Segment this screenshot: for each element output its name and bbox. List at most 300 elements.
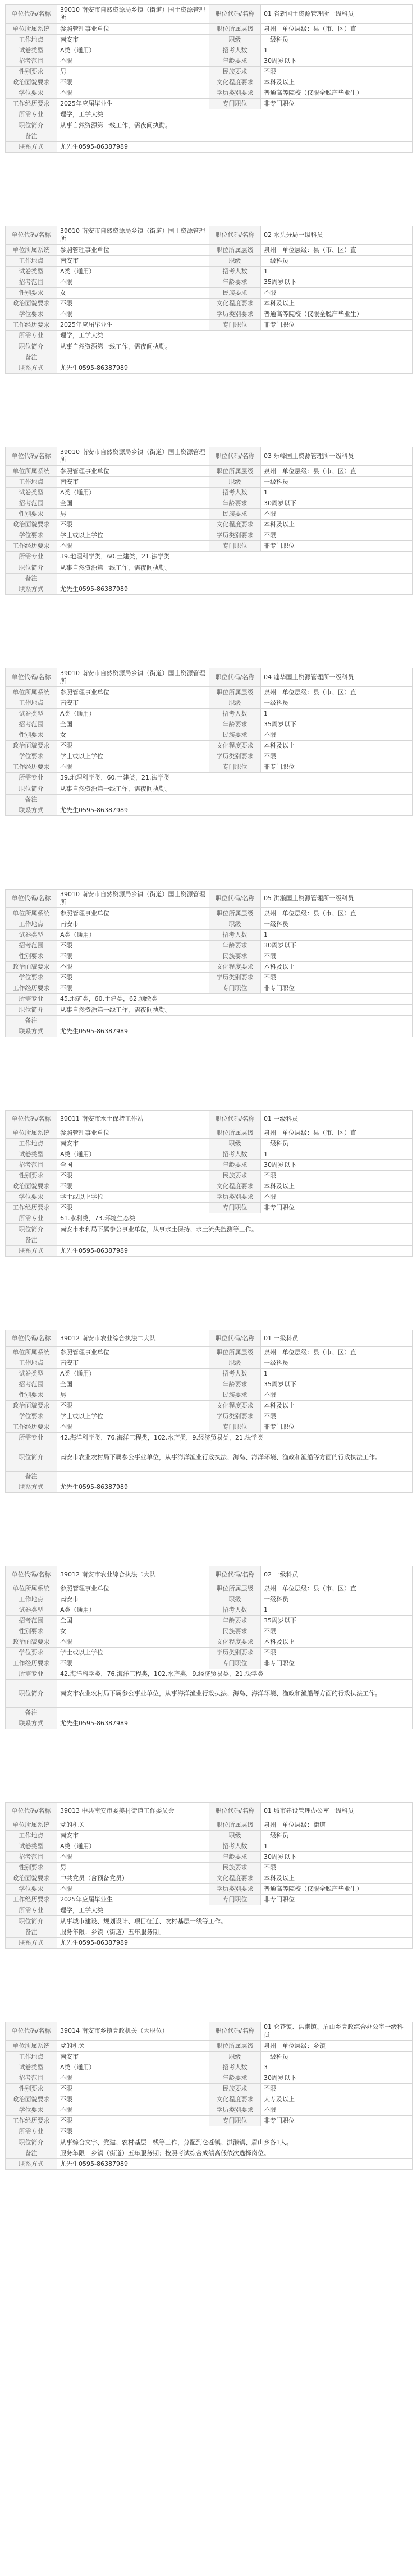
- field-value-hire-scope: 全国: [57, 498, 209, 509]
- table-row: [6, 668, 413, 687]
- field-label: 招考人数: [209, 930, 261, 941]
- table-row: [6, 1583, 413, 1594]
- field-label: 试卷类型: [6, 709, 57, 719]
- field-label: 招考人数: [209, 1605, 261, 1616]
- job-table: [5, 1110, 413, 1257]
- table-row: [6, 1863, 413, 1873]
- table-row: [6, 56, 413, 67]
- field-value-age-req: 30周岁以下: [261, 2073, 413, 2084]
- table-gap: [5, 1257, 412, 1330]
- field-value-work-place: 南安市: [57, 919, 209, 930]
- field-label: 联系方式: [6, 1938, 57, 1949]
- field-label: 性别要求: [6, 1863, 57, 1873]
- table-row: [6, 1181, 413, 1192]
- field-value-hire-scope: 全国: [57, 719, 209, 730]
- field-value-nation-req: 不限: [261, 951, 413, 962]
- field-value-hire-scope: 全国: [57, 1160, 209, 1171]
- table-row: [6, 1224, 413, 1235]
- field-value-major: 39.地理科学类，60.土建类，21.法学类: [57, 552, 413, 562]
- field-value-work-place: 南安市: [57, 256, 209, 267]
- field-value-unit: 39010 南安市自然资源局乡镇（街道）国土资源管理所: [57, 890, 209, 908]
- field-value-political-req: 不限: [57, 962, 209, 973]
- table-row: [6, 1708, 413, 1718]
- field-value-gender-req: 女: [57, 288, 209, 299]
- field-value-hire-scope: 不限: [57, 1852, 209, 1863]
- table-row: [6, 1111, 413, 1127]
- table-row: [6, 1213, 413, 1224]
- field-value-hire-scope: 不限: [57, 277, 209, 288]
- field-value-post-grade: 一级科员: [261, 477, 413, 488]
- field-value-post-grade: 一级科员: [261, 1831, 413, 1841]
- field-value-unit-nature: 党的机关: [57, 1819, 209, 1831]
- field-value-post: 03 乐峰国土资源管理所一级科员: [261, 447, 413, 466]
- field-value-work-exp: 不限: [57, 983, 209, 994]
- field-label: 学历类别要求: [209, 751, 261, 762]
- field-label: 试卷类型: [6, 267, 57, 277]
- field-value-exam-type: A类（通用）: [57, 488, 209, 498]
- field-label: 招考范围: [6, 498, 57, 509]
- field-label: 专门职位: [209, 541, 261, 552]
- field-value-remark: [57, 1472, 413, 1482]
- field-label: 年龄要求: [209, 277, 261, 288]
- field-value-work-place: 南安市: [57, 1594, 209, 1605]
- field-label: 职位简介: [6, 783, 57, 795]
- job-table: [5, 2022, 413, 2170]
- field-label: 年龄要求: [209, 1160, 261, 1171]
- field-label: 职位简介: [6, 120, 57, 131]
- table-row: [6, 795, 413, 805]
- field-label: 学历类别要求: [209, 1884, 261, 1895]
- field-value-contact: 尤先生0595-86387989: [57, 584, 413, 595]
- field-label: 民族要求: [209, 1863, 261, 1873]
- field-label: 职位所属层级: [209, 1583, 261, 1594]
- job-table: [5, 1802, 413, 1949]
- field-label: 职级: [209, 35, 261, 45]
- field-value-contact: 尤先生0595-86387989: [57, 1718, 413, 1729]
- field-value-major: 42.海洋科学类，76.海洋工程类，102.水产类，9.经济贸易类，21.法学类: [57, 1433, 413, 1443]
- field-value-post-desc: 南安市水利局下属参公事业单位，从事水土保持、水土流失监测等工作。: [57, 1224, 413, 1235]
- table-row: [6, 584, 413, 595]
- field-label: 备注: [6, 1235, 57, 1246]
- field-value-hire-count: 1: [261, 45, 413, 56]
- field-label: 性别要求: [6, 1171, 57, 1181]
- field-label: 职级: [209, 698, 261, 709]
- field-value-post-type: 非专门职位: [261, 1895, 413, 1905]
- table-row: [6, 1803, 413, 1819]
- field-value-work-exp: 不限: [57, 1422, 209, 1433]
- field-value-work-place: 南安市: [57, 1358, 209, 1369]
- field-value-age-req: 30周岁以下: [261, 56, 413, 67]
- field-value-gender-req: 男: [57, 67, 209, 77]
- field-label: 文化程度要求: [209, 741, 261, 751]
- field-label: 年龄要求: [209, 56, 261, 67]
- field-label: 职位简介: [6, 1224, 57, 1235]
- field-label: 职级: [209, 1594, 261, 1605]
- field-label: 专门职位: [209, 2116, 261, 2126]
- field-label: 文化程度要求: [209, 520, 261, 530]
- field-label: 专门职位: [209, 1422, 261, 1433]
- field-value-hire-scope: 全国: [57, 1616, 209, 1626]
- field-label: 职位所属层级: [209, 908, 261, 919]
- field-value-post-level: 泉州 单位层级：县（市、区）直: [261, 687, 413, 698]
- field-label: 专门职位: [209, 983, 261, 994]
- table-row: [6, 1594, 413, 1605]
- table-row: [6, 288, 413, 299]
- field-value-exam-type: A类（通用）: [57, 1149, 209, 1160]
- field-value-degree-req: 不限: [57, 309, 209, 320]
- field-label: 职位所属层级: [209, 687, 261, 698]
- field-label: 单位所属系统: [6, 1347, 57, 1358]
- field-value-post-grade: 一级科员: [261, 1139, 413, 1149]
- field-value-hire-scope: 不限: [57, 941, 209, 951]
- field-value-degree-req: 不限: [57, 2105, 209, 2116]
- table-row: [6, 331, 413, 341]
- field-label: 试卷类型: [6, 1605, 57, 1616]
- field-value-nation-req: 不限: [261, 1390, 413, 1401]
- field-label: 备注: [6, 1016, 57, 1026]
- field-value-post-desc: 从事自然资源第一线工作，需夜间执勤。: [57, 120, 413, 131]
- field-value-major: 39.地理科学类，60.土建类，21.法学类: [57, 773, 413, 783]
- field-label: 备注: [6, 131, 57, 142]
- table-gap: [5, 816, 412, 889]
- table-row: [6, 552, 413, 562]
- table-row: [6, 1443, 413, 1472]
- field-label: 职位简介: [6, 2137, 57, 2148]
- field-value-post-level: 泉州 单位层级：县（市、区）直: [261, 1347, 413, 1358]
- field-value-post-type: 非专门职位: [261, 983, 413, 994]
- table-row: [6, 1422, 413, 1433]
- field-value-post: 01 仑苍镇、洪濑镇、眉山乡党政综合办公室一级科员: [261, 2022, 413, 2041]
- table-row: [6, 783, 413, 795]
- field-label: 单位代码/名称: [6, 5, 57, 24]
- table-gap: [5, 1037, 412, 1110]
- table-row: [6, 1916, 413, 1927]
- table-row: [6, 1648, 413, 1658]
- field-label: 性别要求: [6, 67, 57, 77]
- field-label: 学位要求: [6, 973, 57, 983]
- field-label: 职位代码/名称: [209, 890, 261, 908]
- field-value-political-req: 中共党员（含预备党员）: [57, 1873, 209, 1884]
- table-row: [6, 267, 413, 277]
- field-value-work-exp: 不限: [57, 1203, 209, 1213]
- job-table: [5, 226, 413, 374]
- field-value-gender-req: 不限: [57, 951, 209, 962]
- field-value-hire-count: 3: [261, 2062, 413, 2073]
- field-value-unit-nature: 参照管理事业单位: [57, 466, 209, 477]
- field-value-hire-count: 1: [261, 1605, 413, 1616]
- field-label: 备注: [6, 1927, 57, 1938]
- field-label: 年龄要求: [209, 941, 261, 951]
- field-value-unit-nature: 参照管理事业单位: [57, 1583, 209, 1594]
- table-row: [6, 1358, 413, 1369]
- field-value-post-desc: 从事自然资源第一线工作，需夜间执勤。: [57, 562, 413, 574]
- field-label: 单位代码/名称: [6, 226, 57, 245]
- table-row: [6, 498, 413, 509]
- field-value-age-req: 35周岁以下: [261, 719, 413, 730]
- field-label: 备注: [6, 1708, 57, 1718]
- table-row: [6, 930, 413, 941]
- field-value-political-req: 不限: [57, 2094, 209, 2105]
- table-row: [6, 1139, 413, 1149]
- field-value-remark: [57, 131, 413, 142]
- field-label: 专门职位: [209, 1658, 261, 1669]
- field-label: 单位代码/名称: [6, 668, 57, 687]
- field-label: 职位简介: [6, 1005, 57, 1016]
- field-value-political-req: 不限: [57, 1637, 209, 1648]
- field-value-post: 02 水头分局一级科员: [261, 226, 413, 245]
- field-value-gender-req: 不限: [57, 2084, 209, 2094]
- table-row: [6, 1005, 413, 1016]
- field-label: 联系方式: [6, 584, 57, 595]
- field-label: 工作地点: [6, 1139, 57, 1149]
- table-row: [6, 574, 413, 584]
- field-label: 备注: [6, 2148, 57, 2159]
- table-row: [6, 1616, 413, 1626]
- table-row: [6, 719, 413, 730]
- field-value-edu-req: 本科及以上: [261, 1401, 413, 1411]
- field-label: 招考范围: [6, 56, 57, 67]
- field-value-post-desc: 从事综合文字、党建、农村基层一线等工作，分配到仑苍镇、洪濑镇、眉山乡各1人。: [57, 2137, 413, 2148]
- table-row: [6, 2116, 413, 2126]
- field-label: 学历类别要求: [209, 88, 261, 99]
- table-row: [6, 1680, 413, 1708]
- table-row: [6, 1433, 413, 1443]
- table-gap: [5, 153, 412, 226]
- field-value-edu-req: 本科及以上: [261, 299, 413, 309]
- field-label: 所需专业: [6, 994, 57, 1005]
- field-value-political-req: 不限: [57, 299, 209, 309]
- field-label: 所需专业: [6, 109, 57, 120]
- table-row: [6, 1873, 413, 1884]
- field-label: 职级: [209, 256, 261, 267]
- field-label: 学位要求: [6, 2105, 57, 2116]
- field-label: 学历类别要求: [209, 1411, 261, 1422]
- field-label: 工作经历要求: [6, 99, 57, 109]
- table-row: [6, 1658, 413, 1669]
- field-label: 政治面貌要求: [6, 1873, 57, 1884]
- field-value-edu-type: 普通高等院校（仅限全脱产毕业生）: [261, 1884, 413, 1895]
- table-row: [6, 951, 413, 962]
- field-label: 招考范围: [6, 1379, 57, 1390]
- field-value-age-req: 35周岁以下: [261, 277, 413, 288]
- field-value-post: 01 城市建设管理办公室一级科员: [261, 1803, 413, 1819]
- field-value-hire-scope: 不限: [57, 2073, 209, 2084]
- field-value-degree-req: 不限: [57, 88, 209, 99]
- table-row: [6, 941, 413, 951]
- table-row: [6, 226, 413, 245]
- field-label: 工作地点: [6, 256, 57, 267]
- field-value-remark: [57, 1016, 413, 1026]
- field-label: 专门职位: [209, 320, 261, 331]
- field-label: 单位代码/名称: [6, 1111, 57, 1127]
- table-row: [6, 2041, 413, 2052]
- field-label: 年龄要求: [209, 1852, 261, 1863]
- field-label: 职级: [209, 1831, 261, 1841]
- field-label: 年龄要求: [209, 1616, 261, 1626]
- field-value-age-req: 35周岁以下: [261, 1616, 413, 1626]
- field-label: 职位代码/名称: [209, 447, 261, 466]
- field-value-exam-type: A类（通用）: [57, 2062, 209, 2073]
- table-row: [6, 88, 413, 99]
- field-label: 职位所属层级: [209, 1347, 261, 1358]
- field-value-contact: 尤先生0595-86387989: [57, 805, 413, 816]
- field-value-edu-req: 本科及以上: [261, 1637, 413, 1648]
- field-value-age-req: 30周岁以下: [261, 1852, 413, 1863]
- field-label: 学位要求: [6, 530, 57, 541]
- field-label: 民族要求: [209, 509, 261, 520]
- table-row: [6, 24, 413, 35]
- field-value-hire-scope: 全国: [57, 1379, 209, 1390]
- field-label: 招考人数: [209, 267, 261, 277]
- field-value-unit: 39013 中共南安市委美村街道工作委员会: [57, 1803, 209, 1819]
- field-value-post-level: 泉州 单位层级：县（市、区）直: [261, 1583, 413, 1594]
- field-label: 工作经历要求: [6, 2116, 57, 2126]
- table-row: [6, 1669, 413, 1680]
- field-value-hire-scope: 不限: [57, 56, 209, 67]
- field-label: 学历类别要求: [209, 309, 261, 320]
- field-value-post-type: 非专门职位: [261, 2116, 413, 2126]
- field-value-post: 01 省新国土资源管理所一级科员: [261, 5, 413, 24]
- table-row: [6, 466, 413, 477]
- field-label: 文化程度要求: [209, 1181, 261, 1192]
- table-gap: [5, 1949, 412, 2022]
- field-label: 联系方式: [6, 1026, 57, 1037]
- table-row: [6, 1016, 413, 1026]
- field-value-unit-nature: 参照管理事业单位: [57, 245, 209, 256]
- table-row: [6, 530, 413, 541]
- field-value-post-grade: 一级科员: [261, 256, 413, 267]
- field-label: 性别要求: [6, 2084, 57, 2094]
- field-value-post-level: 泉州 单位层级：县（市、区）直: [261, 24, 413, 35]
- table-row: [6, 1852, 413, 1863]
- field-label: 工作经历要求: [6, 541, 57, 552]
- field-label: 所需专业: [6, 1905, 57, 1916]
- field-label: 工作地点: [6, 2052, 57, 2062]
- field-label: 所需专业: [6, 2126, 57, 2137]
- table-row: [6, 1192, 413, 1203]
- field-value-hire-count: 1: [261, 1149, 413, 1160]
- field-value-post-level: 泉州 单位层级：县（市、区）直: [261, 1127, 413, 1139]
- field-label: 招考人数: [209, 488, 261, 498]
- table-row: [6, 35, 413, 45]
- table-row: [6, 1127, 413, 1139]
- table-row: [6, 1938, 413, 1949]
- table-row: [6, 1203, 413, 1213]
- field-label: 职位简介: [6, 1443, 57, 1472]
- field-label: 职位代码/名称: [209, 226, 261, 245]
- field-value-unit: 39012 南安市农业综合执法二大队: [57, 1330, 209, 1347]
- table-row: [6, 1718, 413, 1729]
- field-label: 职位所属层级: [209, 24, 261, 35]
- field-label: 单位代码/名称: [6, 1803, 57, 1819]
- field-value-work-place: 南安市: [57, 2052, 209, 2062]
- table-row: [6, 109, 413, 120]
- table-row: [6, 520, 413, 530]
- field-label: 工作地点: [6, 477, 57, 488]
- field-value-unit: 39010 南安市自然资源局乡镇（街道）国土资源管理所: [57, 668, 209, 687]
- field-label: 试卷类型: [6, 1841, 57, 1852]
- field-label: 职位代码/名称: [209, 668, 261, 687]
- field-value-post-type: 非专门职位: [261, 762, 413, 773]
- field-value-edu-req: 本科及以上: [261, 520, 413, 530]
- table-row: [6, 256, 413, 267]
- table-row: [6, 142, 413, 153]
- table-row: [6, 1171, 413, 1181]
- field-label: 民族要求: [209, 730, 261, 741]
- field-value-post-level: 泉州 单位层级：县（市、区）直: [261, 466, 413, 477]
- field-label: 联系方式: [6, 805, 57, 816]
- field-label: 职位代码/名称: [209, 1566, 261, 1583]
- job-table: [5, 889, 413, 1037]
- table-row: [6, 1472, 413, 1482]
- field-label: 联系方式: [6, 1718, 57, 1729]
- field-value-unit: 39012 南安市农业综合执法二大队: [57, 1566, 209, 1583]
- field-value-unit: 39010 南安市自然资源局乡镇（街道）国土资源管理所: [57, 447, 209, 466]
- table-row: [6, 730, 413, 741]
- field-value-exam-type: A类（通用）: [57, 709, 209, 719]
- field-label: 职位所属层级: [209, 2041, 261, 2052]
- field-label: 招考范围: [6, 1616, 57, 1626]
- field-value-post-grade: 一级科员: [261, 2052, 413, 2062]
- field-value-remark: [57, 352, 413, 363]
- field-value-post-grade: 一级科员: [261, 698, 413, 709]
- field-label: 单位所属系统: [6, 1819, 57, 1831]
- field-label: 年龄要求: [209, 498, 261, 509]
- field-label: 学位要求: [6, 1648, 57, 1658]
- table-row: [6, 2126, 413, 2137]
- table-row: [6, 320, 413, 331]
- field-label: 备注: [6, 795, 57, 805]
- field-value-exam-type: A类（通用）: [57, 1605, 209, 1616]
- field-value-edu-req: 本科及以上: [261, 77, 413, 88]
- field-value-exam-type: A类（通用）: [57, 45, 209, 56]
- field-value-post-type: 非专门职位: [261, 1203, 413, 1213]
- field-value-edu-type: 不限: [261, 2105, 413, 2116]
- field-label: 职位代码/名称: [209, 5, 261, 24]
- field-label: 职级: [209, 1358, 261, 1369]
- field-label: 职位代码/名称: [209, 2022, 261, 2041]
- field-label: 职级: [209, 919, 261, 930]
- field-label: 文化程度要求: [209, 2094, 261, 2105]
- field-value-nation-req: 不限: [261, 1863, 413, 1873]
- table-row: [6, 299, 413, 309]
- field-label: 文化程度要求: [209, 1401, 261, 1411]
- table-row: [6, 5, 413, 24]
- field-value-edu-req: 大专及以上: [261, 2094, 413, 2105]
- field-value-major: 61.水利类，73.环境生态类: [57, 1213, 413, 1224]
- field-value-remark: [57, 1708, 413, 1718]
- table-row: [6, 1626, 413, 1637]
- field-label: 学位要求: [6, 88, 57, 99]
- field-value-gender-req: 女: [57, 730, 209, 741]
- field-value-contact: 尤先生0595-86387989: [57, 363, 413, 374]
- field-label: 政治面貌要求: [6, 2094, 57, 2105]
- table-gap: [5, 1493, 412, 1566]
- table-row: [6, 1246, 413, 1257]
- table-row: [6, 477, 413, 488]
- field-label: 学位要求: [6, 1884, 57, 1895]
- field-value-edu-req: 本科及以上: [261, 962, 413, 973]
- table-row: [6, 709, 413, 719]
- field-value-post-level: 泉州 单位层级：乡镇: [261, 2041, 413, 2052]
- table-gap: [5, 595, 412, 668]
- field-value-hire-count: 1: [261, 1841, 413, 1852]
- field-label: 联系方式: [6, 363, 57, 374]
- field-label: 试卷类型: [6, 2062, 57, 2073]
- table-row: [6, 120, 413, 131]
- field-label: 工作地点: [6, 1358, 57, 1369]
- field-value-post-grade: 一级科员: [261, 1594, 413, 1605]
